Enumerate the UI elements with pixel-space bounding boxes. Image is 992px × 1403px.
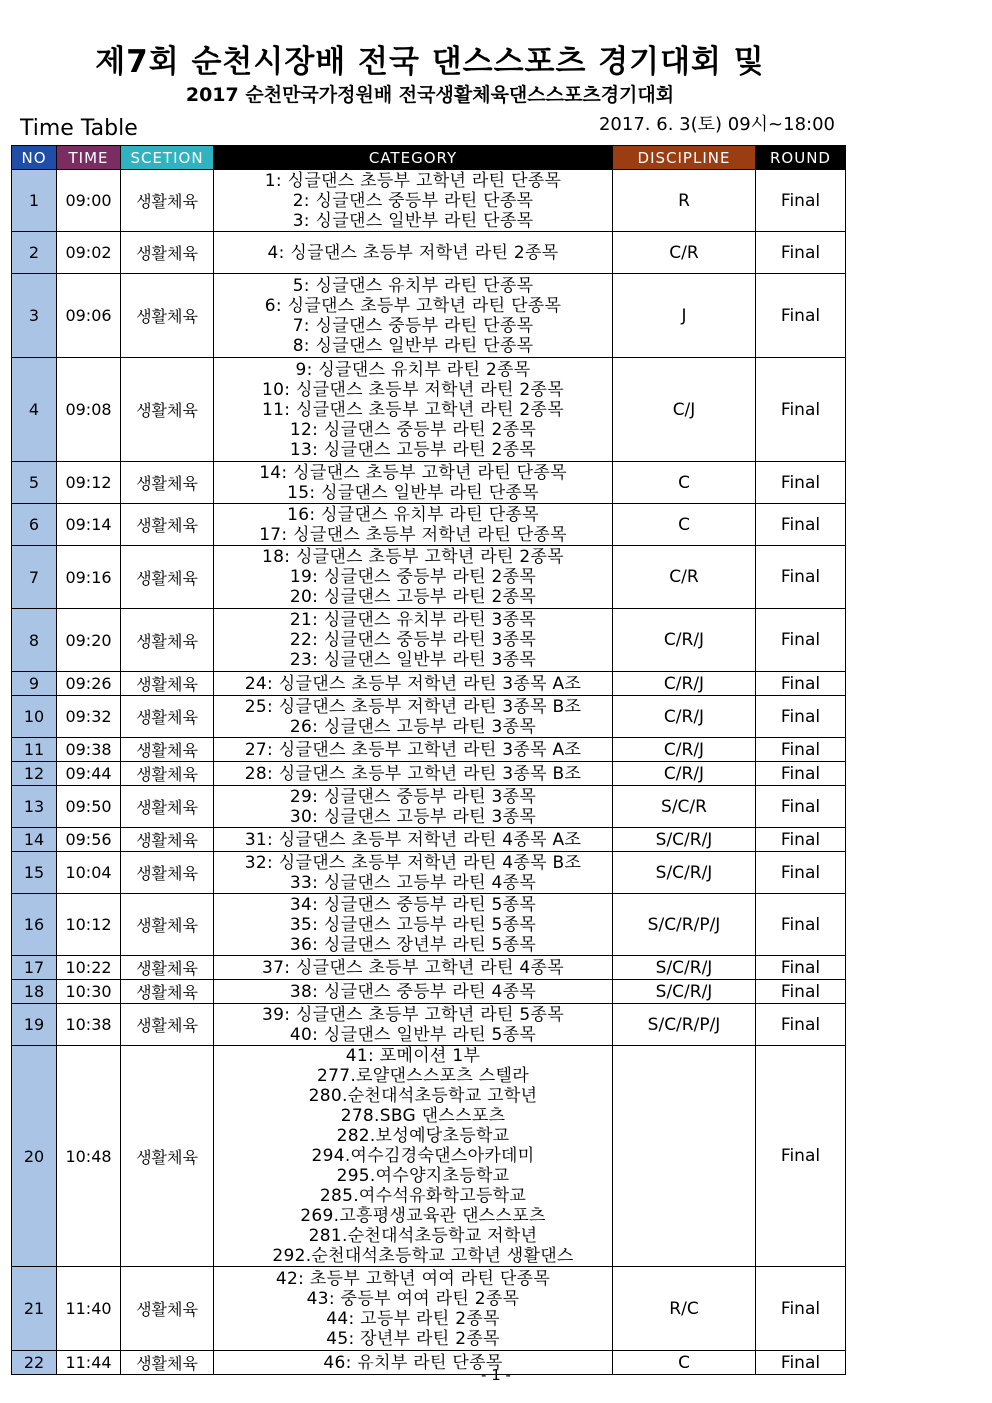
category-line: 1: 싱글댄스 초등부 고학년 라틴 단종목 xyxy=(264,170,562,191)
row-number: 3 xyxy=(12,274,57,358)
formation-team-line: 278.SBG 댄스스포츠 xyxy=(340,1106,506,1126)
row-round: Final xyxy=(756,462,846,504)
row-round: Final xyxy=(756,852,846,894)
row-number: 15 xyxy=(12,852,57,894)
row-number: 7 xyxy=(12,546,57,609)
row-category xyxy=(214,786,613,828)
row-category xyxy=(214,696,613,738)
row-round: Final xyxy=(756,762,846,786)
row-section: 생활체육 xyxy=(121,504,214,546)
row-number: 16 xyxy=(12,894,57,956)
row-section: 생활체육 xyxy=(121,956,214,980)
category-line: 6: 싱글댄스 초등부 고학년 라틴 단종목 xyxy=(264,295,562,316)
row-category xyxy=(214,672,613,696)
category-line: 25: 싱글댄스 초등부 저학년 라틴 3종목 B조 xyxy=(244,696,582,717)
row-category xyxy=(214,894,613,956)
row-round: Final xyxy=(756,672,846,696)
event-date: 2017. 6. 3(토) 09시~18:00 xyxy=(598,114,835,135)
row-category xyxy=(214,232,613,274)
header-time: TIME xyxy=(57,146,121,170)
row-discipline: C/R xyxy=(613,232,756,274)
category-line: 40: 싱글댄스 일반부 라틴 5종목 xyxy=(289,1024,537,1045)
category-line: 12: 싱글댄스 중등부 라틴 2종목 xyxy=(289,419,537,440)
category-line: 41: 포메이션 1부 xyxy=(345,1046,481,1066)
row-round: Final xyxy=(756,980,846,1004)
category-line: 3: 싱글댄스 일반부 라틴 단종목 xyxy=(292,210,534,231)
row-number: 12 xyxy=(12,762,57,786)
row-number: 19 xyxy=(12,1004,57,1046)
row-section: 생활체육 xyxy=(121,852,214,894)
row-number: 1 xyxy=(12,170,57,232)
formation-team-line: 295.여수양지초등학교 xyxy=(336,1166,510,1186)
row-discipline: S/C/R/J xyxy=(613,956,756,980)
row-section: 생활체육 xyxy=(121,358,214,462)
category-line: 11: 싱글댄스 초등부 고학년 라틴 2종목 xyxy=(261,399,564,420)
row-time: 09:38 xyxy=(57,738,121,762)
row-discipline: S/C/R/J xyxy=(613,980,756,1004)
row-category xyxy=(214,358,613,462)
row-section: 생활체육 xyxy=(121,980,214,1004)
table-row xyxy=(12,358,846,462)
table-row xyxy=(12,672,846,696)
category-line: 29: 싱글댄스 중등부 라틴 3종목 xyxy=(289,786,537,807)
table-row xyxy=(12,980,846,1004)
row-number: 5 xyxy=(12,462,57,504)
row-discipline: C/J xyxy=(613,358,756,462)
formation-team-line: 277.로얄댄스스포츠 스텔라 xyxy=(317,1066,529,1086)
category-line: 35: 싱글댄스 고등부 라틴 5종목 xyxy=(289,914,537,935)
row-category xyxy=(214,980,613,1004)
header-row xyxy=(12,146,846,170)
formation-team-line: 294.여수김경숙댄스아카데미 xyxy=(311,1146,535,1166)
row-discipline: S/C/R/J xyxy=(613,852,756,894)
row-number: 2 xyxy=(12,232,57,274)
category-line: 34: 싱글댄스 중등부 라틴 5종목 xyxy=(289,894,537,915)
row-number: 17 xyxy=(12,956,57,980)
row-time: 09:00 xyxy=(57,170,121,232)
row-number: 21 xyxy=(12,1267,57,1351)
row-round: Final xyxy=(756,1267,846,1351)
row-number: 13 xyxy=(12,786,57,828)
category-line: 15: 싱글댄스 일반부 라틴 단종목 xyxy=(287,482,539,503)
row-round: Final xyxy=(756,232,846,274)
row-round: Final xyxy=(756,504,846,546)
row-round: Final xyxy=(756,358,846,462)
row-time: 11:44 xyxy=(57,1351,121,1375)
category-line: 30: 싱글댄스 고등부 라틴 3종목 xyxy=(289,806,537,827)
row-time: 09:12 xyxy=(57,462,121,504)
document-subtitle: 2017 순천만국가정원배 전국생활체육댄스스포츠경기대회 xyxy=(185,84,675,106)
row-time: 10:22 xyxy=(57,956,121,980)
row-number: 6 xyxy=(12,504,57,546)
category-line: 16: 싱글댄스 유치부 라틴 단종목 xyxy=(287,504,539,525)
row-time: 09:06 xyxy=(57,274,121,358)
row-number: 10 xyxy=(12,696,57,738)
row-category xyxy=(214,170,613,232)
category-line: 33: 싱글댄스 고등부 라틴 4종목 xyxy=(289,872,537,893)
row-number: 4 xyxy=(12,358,57,462)
row-category xyxy=(214,852,613,894)
row-round: Final xyxy=(756,170,846,232)
category-line: 10: 싱글댄스 초등부 저학년 라틴 2종목 xyxy=(261,379,564,400)
header-discipline: DISCIPLINE xyxy=(613,146,756,170)
table-row xyxy=(12,894,846,956)
row-section: 생활체육 xyxy=(121,738,214,762)
row-time: 10:38 xyxy=(57,1004,121,1046)
table-row xyxy=(12,546,846,609)
category-line: 13: 싱글댄스 고등부 라틴 2종목 xyxy=(289,439,537,460)
row-section: 생활체육 xyxy=(121,1004,214,1046)
row-section: 생활체육 xyxy=(121,170,214,232)
row-time: 09:44 xyxy=(57,762,121,786)
formation-team-line: 281.순천대석초등학교 저학년 xyxy=(308,1226,538,1246)
row-section: 생활체육 xyxy=(121,1351,214,1375)
row-discipline: S/C/R/P/J xyxy=(613,894,756,956)
row-section: 생활체육 xyxy=(121,828,214,852)
category-line: 14: 싱글댄스 초등부 고학년 라틴 단종목 xyxy=(259,462,567,483)
table-row xyxy=(12,274,846,358)
header-category: CATEGORY xyxy=(214,146,613,170)
row-discipline: C/R/J xyxy=(613,672,756,696)
row-time: 10:30 xyxy=(57,980,121,1004)
table-row xyxy=(12,1004,846,1046)
row-time: 09:14 xyxy=(57,504,121,546)
row-section: 생활체육 xyxy=(121,609,214,672)
row-category xyxy=(214,1046,613,1267)
row-category xyxy=(214,762,613,786)
row-number: 14 xyxy=(12,828,57,852)
row-time: 09:16 xyxy=(57,546,121,609)
category-line: 7: 싱글댄스 중등부 라틴 단종목 xyxy=(292,315,534,336)
table-row xyxy=(12,462,846,504)
category-line: 24: 싱글댄스 초등부 저학년 라틴 3종목 A조 xyxy=(244,673,582,694)
row-section: 생활체육 xyxy=(121,1267,214,1351)
row-number: 8 xyxy=(12,609,57,672)
row-number: 9 xyxy=(12,672,57,696)
category-line: 20: 싱글댄스 고등부 라틴 2종목 xyxy=(289,587,537,607)
table-row xyxy=(12,738,846,762)
row-discipline: R xyxy=(613,170,756,232)
category-line: 26: 싱글댄스 고등부 라틴 3종목 xyxy=(289,716,537,737)
category-line: 22: 싱글댄스 중등부 라틴 3종목 xyxy=(289,630,537,650)
category-line: 45: 장년부 라틴 2종목 xyxy=(326,1328,500,1349)
row-discipline: C xyxy=(613,1351,756,1375)
row-number: 11 xyxy=(12,738,57,762)
row-number: 18 xyxy=(12,980,57,1004)
row-discipline: S/C/R/P/J xyxy=(613,1004,756,1046)
row-time: 10:12 xyxy=(57,894,121,956)
formation-team-line: 292.순천대석초등학교 고학년 생활댄스 xyxy=(272,1246,574,1266)
category-line: 32: 싱글댄스 초등부 저학년 라틴 4종목 B조 xyxy=(244,852,582,873)
table-row xyxy=(12,609,846,672)
row-round: Final xyxy=(756,786,846,828)
category-line: 28: 싱글댄스 초등부 고학년 라틴 3종목 B조 xyxy=(244,763,582,784)
category-line: 9: 싱글댄스 유치부 라틴 2종목 xyxy=(295,359,531,380)
row-section: 생활체육 xyxy=(121,672,214,696)
category-line: 36: 싱글댄스 장년부 라틴 5종목 xyxy=(289,934,537,955)
row-discipline: C xyxy=(613,504,756,546)
row-discipline: C/R/J xyxy=(613,609,756,672)
row-category xyxy=(214,504,613,546)
row-time: 09:32 xyxy=(57,696,121,738)
category-line: 46: 유치부 라틴 단종목 xyxy=(323,1352,503,1373)
row-category xyxy=(214,274,613,358)
row-number: 22 xyxy=(12,1351,57,1375)
row-discipline xyxy=(613,1046,756,1267)
category-line: 23: 싱글댄스 일반부 라틴 3종목 xyxy=(289,650,537,670)
row-section: 생활체육 xyxy=(121,232,214,274)
table-row xyxy=(12,232,846,274)
row-category xyxy=(214,1004,613,1046)
row-discipline: C xyxy=(613,462,756,504)
table-row xyxy=(12,1046,846,1267)
row-section: 생활체육 xyxy=(121,546,214,609)
row-discipline: S/C/R xyxy=(613,786,756,828)
category-line: 2: 싱글댄스 중등부 라틴 단종목 xyxy=(292,190,534,211)
category-line: 27: 싱글댄스 초등부 고학년 라틴 3종목 A조 xyxy=(244,739,582,760)
row-category xyxy=(214,1267,613,1351)
category-line: 39: 싱글댄스 초등부 고학년 라틴 5종목 xyxy=(261,1004,564,1025)
row-discipline: S/C/R/J xyxy=(613,828,756,852)
row-section: 생활체육 xyxy=(121,274,214,358)
row-category xyxy=(214,738,613,762)
category-line: 38: 싱글댄스 중등부 라틴 4종목 xyxy=(289,981,537,1002)
table-row xyxy=(12,504,846,546)
category-line: 18: 싱글댄스 초등부 고학년 라틴 2종목 xyxy=(261,547,564,567)
formation-team-line: 280.순천대석초등학교 고학년 xyxy=(308,1086,538,1106)
page-number: - 1 - xyxy=(481,1366,511,1384)
row-time: 09:02 xyxy=(57,232,121,274)
row-round: Final xyxy=(756,956,846,980)
formation-team-line: 269.고흥평생교육관 댄스스포츠 xyxy=(300,1206,546,1226)
row-time: 10:48 xyxy=(57,1046,121,1267)
row-category xyxy=(214,828,613,852)
row-time: 10:04 xyxy=(57,852,121,894)
row-time: 09:56 xyxy=(57,828,121,852)
row-category xyxy=(214,462,613,504)
row-time: 09:50 xyxy=(57,786,121,828)
row-time: 09:26 xyxy=(57,672,121,696)
category-line: 4: 싱글댄스 초등부 저학년 라틴 2종목 xyxy=(267,242,559,263)
category-line: 21: 싱글댄스 유치부 라틴 3종목 xyxy=(289,610,537,630)
row-section: 생활체육 xyxy=(121,786,214,828)
table-row xyxy=(12,1267,846,1351)
row-discipline: C/R/J xyxy=(613,738,756,762)
row-round: Final xyxy=(756,1046,846,1267)
category-line: 5: 싱글댄스 유치부 라틴 단종목 xyxy=(292,275,534,296)
row-section: 생활체육 xyxy=(121,696,214,738)
row-round: Final xyxy=(756,894,846,956)
table-row xyxy=(12,762,846,786)
category-line: 31: 싱글댄스 초등부 저학년 라틴 4종목 A조 xyxy=(244,829,582,850)
row-section: 생활체육 xyxy=(121,1046,214,1267)
time-table-label: Time Table xyxy=(20,116,138,141)
header-round: ROUND xyxy=(756,146,846,170)
row-round: Final xyxy=(756,1351,846,1375)
header-section: SCETION xyxy=(121,146,214,170)
header-no: NO xyxy=(12,146,57,170)
row-section: 생활체육 xyxy=(121,894,214,956)
category-line: 19: 싱글댄스 중등부 라틴 2종목 xyxy=(289,567,537,587)
row-round: Final xyxy=(756,696,846,738)
table-row xyxy=(12,852,846,894)
row-category xyxy=(214,546,613,609)
row-section: 생활체육 xyxy=(121,462,214,504)
row-discipline: C/R xyxy=(613,546,756,609)
category-line: 43: 중등부 여여 라틴 2종목 xyxy=(306,1288,520,1309)
row-round: Final xyxy=(756,1004,846,1046)
document-title: 제7회 순천시장배 전국 댄스스포츠 경기대회 및 xyxy=(95,44,765,80)
table-row xyxy=(12,786,846,828)
row-discipline: R/C xyxy=(613,1267,756,1351)
table-row xyxy=(12,696,846,738)
category-line: 44: 고등부 라틴 2종목 xyxy=(326,1308,500,1329)
table-row xyxy=(12,828,846,852)
row-category xyxy=(214,956,613,980)
category-line: 8: 싱글댄스 일반부 라틴 단종목 xyxy=(292,335,534,356)
formation-team-line: 282.보성예당초등학교 xyxy=(336,1126,510,1146)
category-line: 42: 초등부 고학년 여여 라틴 단종목 xyxy=(275,1268,551,1289)
category-line: 17: 싱글댄스 초등부 저학년 라틴 단종목 xyxy=(259,524,567,545)
row-section: 생활체육 xyxy=(121,762,214,786)
table-row xyxy=(12,170,846,232)
row-round: Final xyxy=(756,609,846,672)
schedule-table xyxy=(11,145,846,1375)
row-round: Final xyxy=(756,546,846,609)
row-discipline: J xyxy=(613,274,756,358)
row-time: 09:08 xyxy=(57,358,121,462)
table-row xyxy=(12,956,846,980)
row-round: Final xyxy=(756,274,846,358)
row-category xyxy=(214,609,613,672)
row-time: 09:20 xyxy=(57,609,121,672)
formation-team-line: 285.여수석유화학고등학교 xyxy=(319,1186,527,1206)
row-discipline: C/R/J xyxy=(613,696,756,738)
row-number: 20 xyxy=(12,1046,57,1267)
row-time: 11:40 xyxy=(57,1267,121,1351)
row-round: Final xyxy=(756,828,846,852)
row-round: Final xyxy=(756,738,846,762)
category-line: 37: 싱글댄스 초등부 고학년 라틴 4종목 xyxy=(261,957,564,978)
row-discipline: C/R/J xyxy=(613,762,756,786)
